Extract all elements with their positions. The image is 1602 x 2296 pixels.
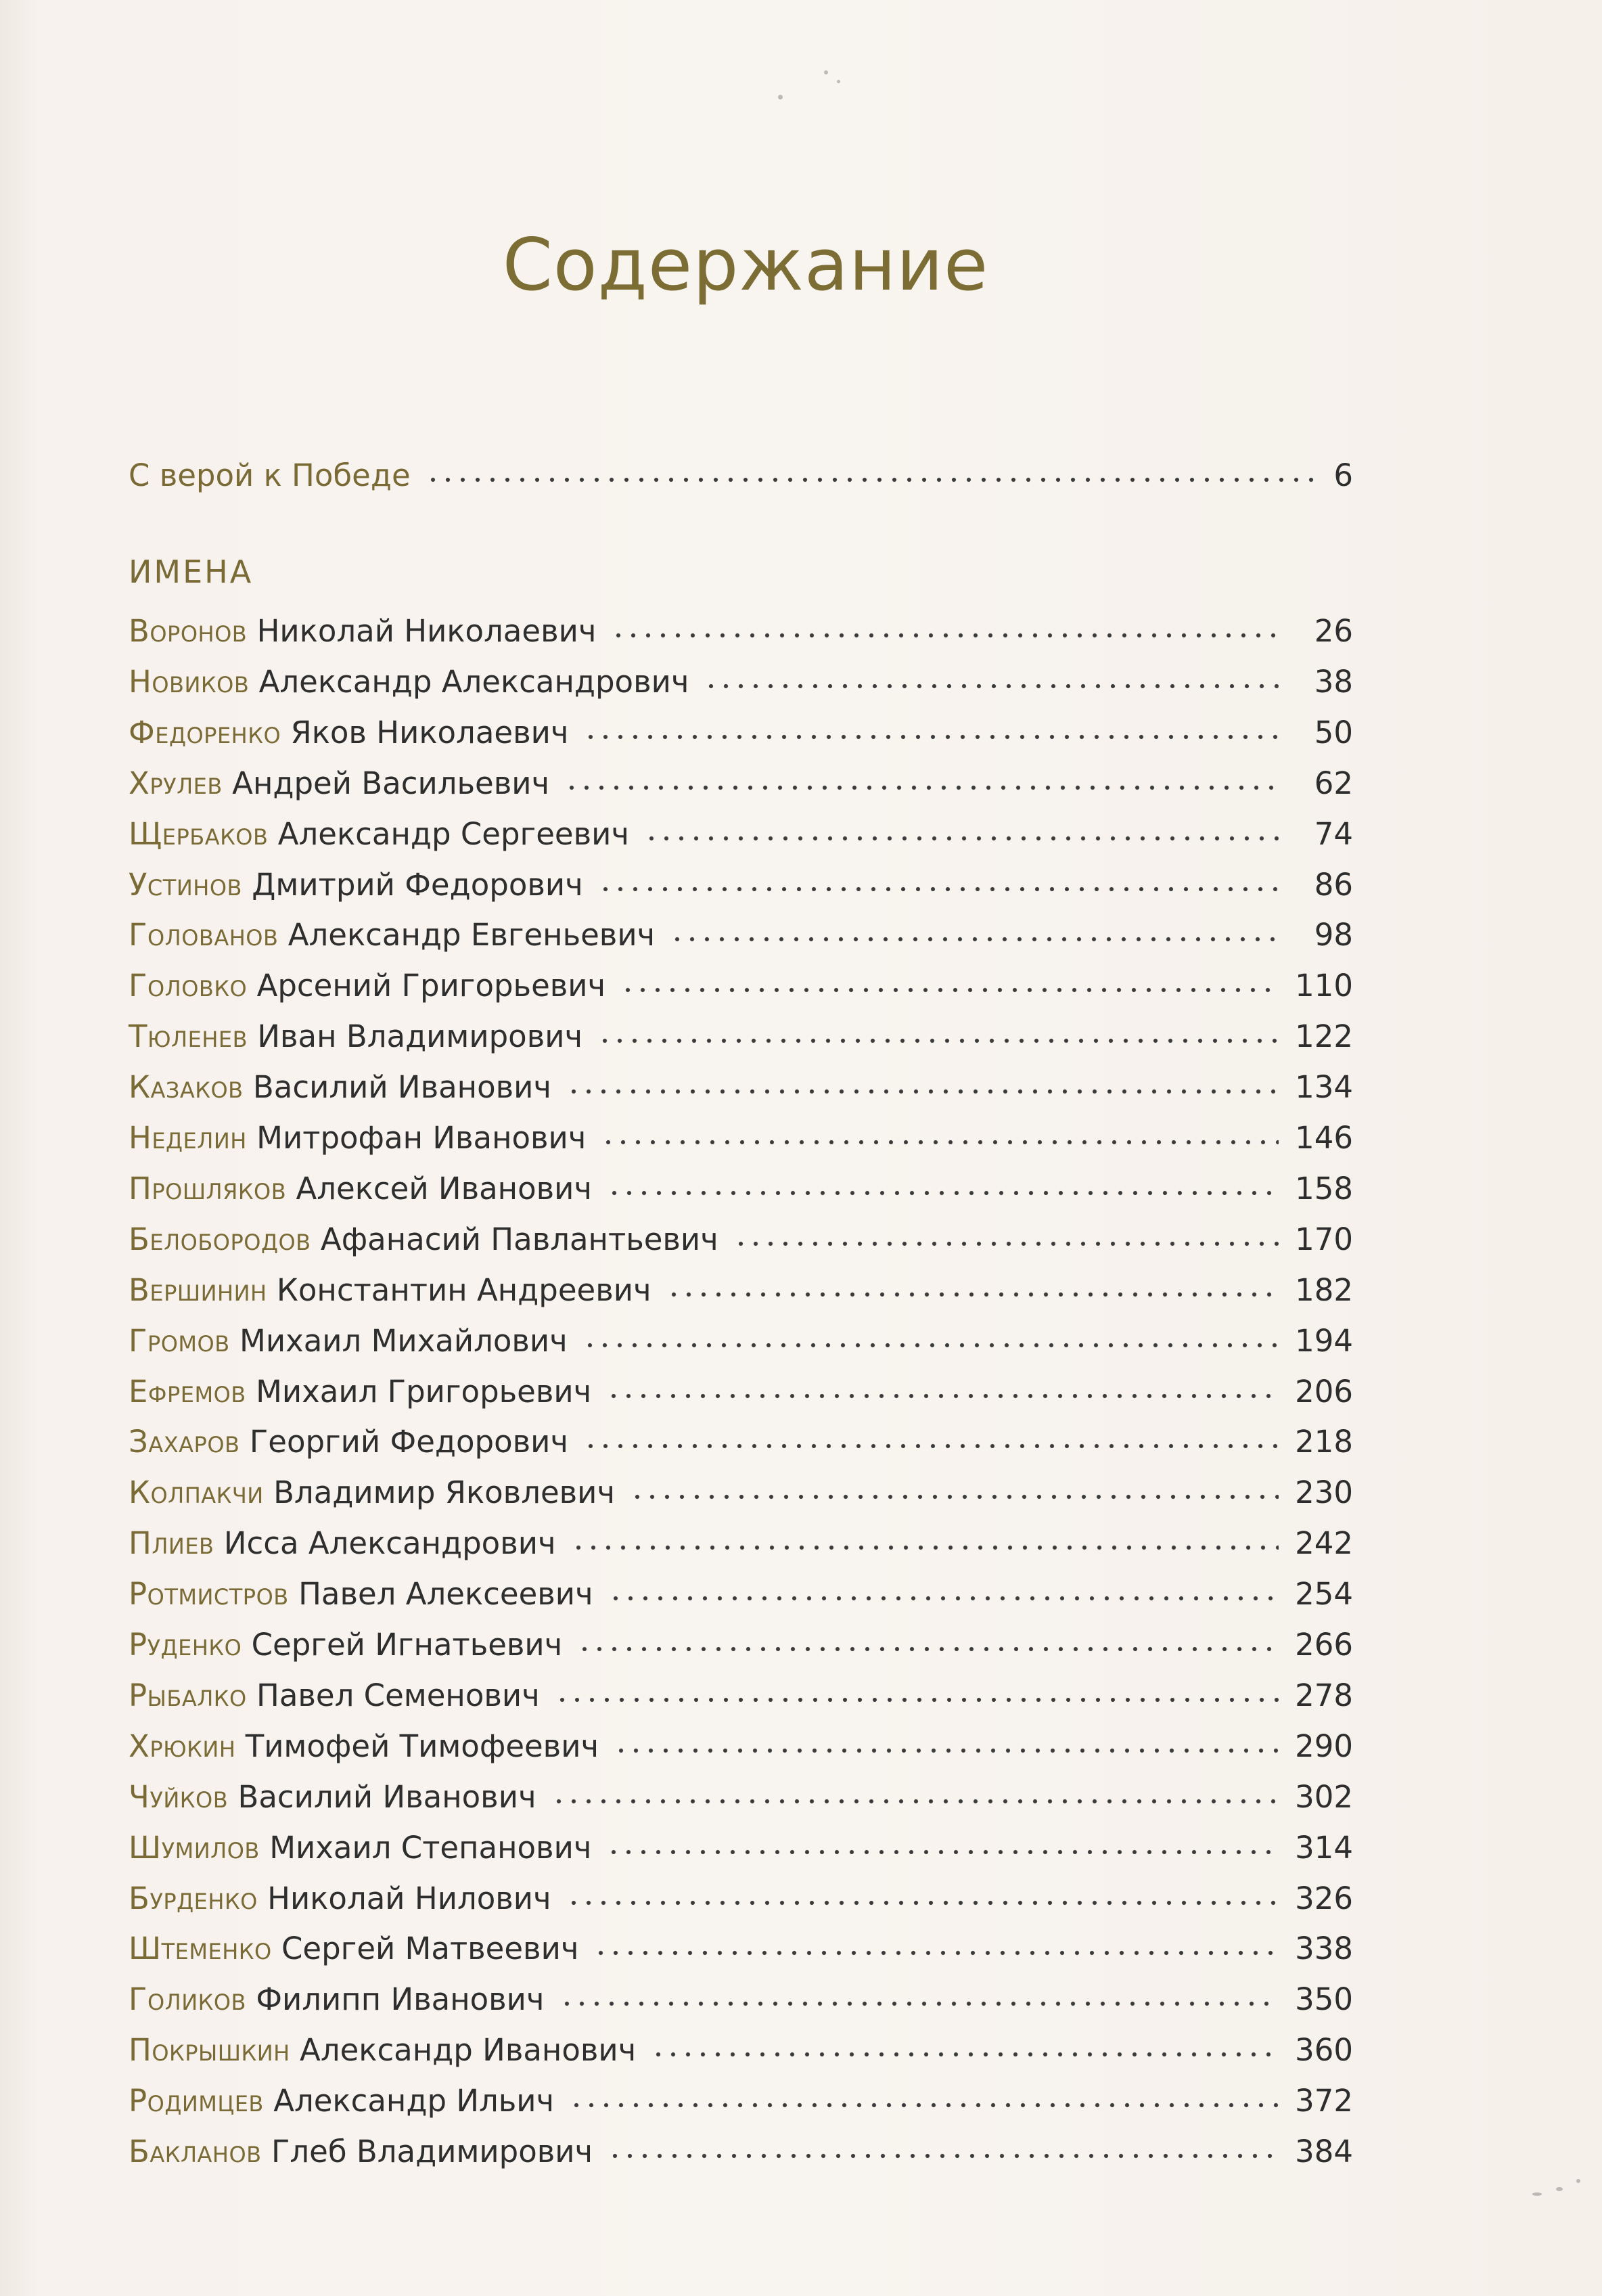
page-title: Содержание [502, 223, 989, 307]
entry-page-number: 50 [1314, 715, 1353, 750]
entry-page-number: 194 [1295, 1323, 1353, 1359]
toc-intro-page: 6 [1333, 457, 1353, 493]
entry-page-number: 278 [1295, 1678, 1353, 1713]
dot-leader [426, 476, 1322, 483]
toc-entry-label [129, 1012, 582, 1062]
dot-leader [564, 784, 1279, 791]
toc-entry-label [129, 1671, 540, 1721]
entry-page-number: 314 [1295, 1830, 1353, 1866]
toc-entry[interactable] [129, 2025, 1353, 2075]
entry-page-number: 218 [1295, 1424, 1353, 1460]
toc-entry[interactable] [129, 1417, 1353, 1467]
entry-page-number: 350 [1295, 1981, 1353, 2017]
entry-page-number: 182 [1295, 1272, 1353, 1308]
dot-leader [583, 734, 1279, 740]
toc-entry[interactable] [129, 1062, 1353, 1112]
dot-leader [608, 1595, 1279, 1602]
entry-given-names: Михаил Григорьевич [256, 1374, 592, 1410]
entry-surname: Руденко [129, 1627, 242, 1663]
dot-leader [608, 2153, 1279, 2159]
toc-entry[interactable] [129, 1012, 1353, 1062]
entry-surname: Голованов [129, 917, 279, 953]
toc-entry[interactable] [129, 809, 1353, 859]
toc-entry[interactable] [129, 1620, 1353, 1670]
toc-entry-label [129, 1569, 593, 1619]
entry-surname: Громов [129, 1323, 230, 1359]
dot-leader [614, 1747, 1279, 1754]
toc-entry-label [129, 860, 583, 910]
toc-entry-label [129, 1874, 551, 1924]
entry-surname: Штеменко [129, 1931, 272, 1966]
toc-entry[interactable] [129, 1874, 1353, 1924]
toc-entry[interactable] [129, 606, 1353, 656]
entry-surname: Новиков [129, 664, 250, 700]
dot-leader [666, 1291, 1279, 1298]
section-heading: ИМЕНА [129, 554, 254, 590]
entry-surname: Родимцев [129, 2083, 264, 2119]
entry-page-number: 158 [1295, 1171, 1353, 1207]
toc-entry-label [129, 1164, 592, 1214]
toc-entry[interactable] [129, 1468, 1353, 1518]
dot-leader [606, 1393, 1279, 1399]
toc-intro-label: С верой к Победе [129, 457, 411, 493]
entry-page-number: 170 [1295, 1221, 1353, 1257]
entry-page-number: 302 [1295, 1779, 1353, 1815]
toc-entry-label [129, 1468, 615, 1518]
dot-leader [566, 1088, 1279, 1095]
dot-leader [597, 1037, 1279, 1044]
entry-given-names: Павел Семенович [256, 1678, 540, 1713]
toc-entry[interactable] [129, 961, 1353, 1011]
entry-page-number: 110 [1295, 968, 1353, 1004]
entry-given-names: Дмитрий Федорович [252, 867, 583, 903]
entry-given-names: Николай Николаевич [256, 613, 597, 649]
dot-leader [559, 2000, 1279, 2007]
toc-entry-label [129, 1367, 591, 1417]
entry-given-names: Василий Иванович [252, 1069, 551, 1105]
entry-surname: Рыбалко [129, 1678, 247, 1713]
entry-page-number: 290 [1295, 1728, 1353, 1764]
paper-speck [837, 80, 840, 83]
entry-surname: Захаров [129, 1424, 240, 1460]
paper-speck [824, 70, 828, 74]
dot-leader [670, 936, 1279, 943]
entry-given-names: Георгий Федорович [249, 1424, 568, 1460]
entry-given-names: Александр Александрович [258, 664, 689, 700]
toc-entry-label [129, 1924, 578, 1974]
entry-page-number: 242 [1295, 1525, 1353, 1561]
dot-leader [598, 886, 1279, 893]
entry-given-names: Исса Александрович [223, 1525, 556, 1561]
toc-intro-entry[interactable] [129, 451, 1353, 501]
entry-given-names: Михаил Михайлович [239, 1323, 568, 1359]
dot-leader [577, 1646, 1279, 1652]
dot-leader [582, 1342, 1279, 1349]
dot-leader [566, 1899, 1279, 1906]
entry-surname: Бакланов [129, 2134, 262, 2169]
entry-page-number: 230 [1295, 1475, 1353, 1510]
toc-entry[interactable] [129, 910, 1353, 960]
entry-given-names: Владимир Яковлевич [273, 1475, 615, 1510]
toc-entry[interactable] [129, 657, 1353, 707]
entry-given-names: Александр Евгеньевич [288, 917, 656, 953]
toc-entry[interactable] [129, 2127, 1353, 2177]
toc-entry-label [129, 708, 568, 758]
entry-page-number: 360 [1295, 2032, 1353, 2068]
entry-page-number: 134 [1295, 1069, 1353, 1105]
entry-page-number: 206 [1295, 1374, 1353, 1410]
toc-entry-label [129, 1265, 651, 1315]
toc-entry-label [129, 2025, 636, 2075]
toc-entry-label [129, 1215, 718, 1265]
entry-surname: Бурденко [129, 1881, 258, 1916]
paper-speck [778, 95, 783, 99]
entry-page-number: 338 [1295, 1931, 1353, 1966]
toc-entry[interactable] [129, 1569, 1353, 1619]
entry-given-names: Тимофей Тимофеевич [245, 1728, 599, 1764]
paper-speck [1576, 2179, 1580, 2183]
entry-given-names: Михаил Степанович [269, 1830, 592, 1866]
entry-given-names: Глеб Владимирович [271, 2134, 593, 2169]
entry-surname: Вершинин [129, 1272, 267, 1308]
toc-entry-label [129, 1823, 591, 1873]
toc-entry[interactable] [129, 2076, 1353, 2126]
entry-surname: Устинов [129, 867, 242, 903]
entry-page-number: 384 [1295, 2134, 1353, 2169]
toc-entry[interactable] [129, 1975, 1353, 2025]
entry-given-names: Иван Владимирович [257, 1018, 583, 1054]
dot-leader [644, 835, 1279, 842]
toc-entry-label [129, 1113, 586, 1163]
toc-entry[interactable] [129, 708, 1353, 758]
toc-entry-label [129, 1772, 536, 1822]
toc-entry[interactable] [129, 1924, 1353, 1974]
entry-given-names: Константин Андреевич [276, 1272, 651, 1308]
toc-entry-label [129, 2127, 593, 2177]
toc-entry[interactable] [129, 1215, 1353, 1265]
toc-entry-label [129, 1975, 545, 2025]
dot-leader [651, 2051, 1279, 2058]
dot-leader [569, 2102, 1279, 2109]
entry-page-number: 146 [1295, 1120, 1353, 1156]
toc-entry[interactable] [129, 1772, 1353, 1822]
dot-leader [733, 1240, 1279, 1247]
entry-surname: Прошляков [129, 1171, 287, 1207]
toc-entry[interactable] [129, 1823, 1353, 1873]
entry-given-names: Александр Ильич [273, 2083, 555, 2119]
toc-entry[interactable] [129, 1113, 1353, 1163]
toc-entry-label [129, 1518, 556, 1569]
dot-leader [555, 1696, 1279, 1703]
entry-page-number: 372 [1295, 2083, 1353, 2119]
entry-surname: Неделин [129, 1120, 247, 1156]
entry-surname: Казаков [129, 1069, 244, 1105]
entry-given-names: Афанасий Павлантьевич [320, 1221, 718, 1257]
toc-entry-label [129, 1721, 599, 1772]
toc-entry-label [129, 606, 596, 656]
entry-page-number: 26 [1314, 613, 1353, 649]
entry-given-names: Павел Алексеевич [298, 1576, 593, 1612]
entry-page-number: 266 [1295, 1627, 1353, 1663]
entry-page-number: 122 [1295, 1018, 1353, 1054]
entry-page-number: 98 [1314, 917, 1353, 953]
entry-page-number: 254 [1295, 1576, 1353, 1612]
entry-given-names: Александр Иванович [300, 2032, 637, 2068]
toc-entry[interactable] [129, 1367, 1353, 1417]
toc-entry-label [129, 809, 629, 859]
entry-given-names: Сергей Игнатьевич [251, 1627, 563, 1663]
dot-leader [607, 1190, 1279, 1196]
entry-given-names: Филипп Иванович [256, 1981, 545, 2017]
toc-entry[interactable] [129, 860, 1353, 910]
dot-leader [593, 1950, 1279, 1956]
entry-surname: Чуйков [129, 1779, 229, 1815]
toc-entry-label [129, 1316, 568, 1366]
entry-surname: Ротмистров [129, 1576, 289, 1612]
entry-surname: Белобородов [129, 1221, 311, 1257]
dot-leader [601, 1139, 1279, 1146]
dot-leader [551, 1798, 1279, 1805]
toc-entry-label [129, 657, 689, 707]
entry-page-number: 74 [1314, 816, 1353, 852]
entry-surname: Хрюкин [129, 1728, 236, 1764]
entry-given-names: Алексей Иванович [296, 1171, 592, 1207]
entry-surname: Федоренко [129, 715, 281, 750]
entry-page-number: 86 [1314, 867, 1353, 903]
entry-given-names: Арсений Григорьевич [256, 968, 606, 1004]
entry-surname: Хрулев [129, 765, 223, 801]
entry-surname: Голиков [129, 1981, 246, 2017]
entry-surname: Шумилов [129, 1830, 260, 1866]
dot-leader [620, 987, 1279, 993]
toc-entry[interactable] [129, 759, 1353, 809]
entry-given-names: Николай Нилович [267, 1881, 551, 1916]
entry-page-number: 62 [1314, 765, 1353, 801]
entry-given-names: Сергей Матвеевич [281, 1931, 579, 1966]
entry-surname: Щербаков [129, 816, 269, 852]
toc-entry[interactable] [129, 1265, 1353, 1315]
toc-entry-label [129, 1417, 568, 1467]
toc-entry-label [129, 910, 655, 960]
toc-entry-label [129, 759, 549, 809]
entry-surname: Ефремов [129, 1374, 246, 1410]
entry-page-number: 38 [1314, 664, 1353, 700]
entry-surname: Головко [129, 968, 248, 1004]
entry-given-names: Яков Николаевич [290, 715, 569, 750]
dot-leader [606, 1849, 1279, 1855]
entry-surname: Плиев [129, 1525, 214, 1561]
entry-given-names: Андрей Васильевич [232, 765, 550, 801]
toc-entry-label [129, 2076, 554, 2126]
entry-surname: Колпакчи [129, 1475, 264, 1510]
paper-speck [1532, 2192, 1542, 2196]
entry-given-names: Василий Иванович [237, 1779, 536, 1815]
toc-entry[interactable] [129, 1316, 1353, 1366]
toc-entry[interactable] [129, 1721, 1353, 1772]
entry-surname: Воронов [129, 613, 248, 649]
dot-leader [630, 1493, 1279, 1500]
dot-leader [571, 1544, 1279, 1551]
dot-leader [583, 1443, 1279, 1449]
entry-given-names: Александр Сергеевич [277, 816, 629, 852]
toc-entry[interactable] [129, 1671, 1353, 1721]
toc-entry-label [129, 1062, 551, 1112]
entry-page-number: 326 [1295, 1881, 1353, 1916]
toc-entry-label [129, 1620, 562, 1670]
toc-entry[interactable] [129, 1518, 1353, 1569]
toc-entry-label [129, 961, 605, 1011]
entry-surname: Тюленев [129, 1018, 248, 1054]
entry-surname: Покрышкин [129, 2032, 290, 2068]
toc-entry[interactable] [129, 1164, 1353, 1214]
entry-given-names: Митрофан Иванович [256, 1120, 587, 1156]
dot-leader [611, 632, 1279, 639]
dot-leader [704, 683, 1279, 690]
paper-speck [1556, 2187, 1563, 2191]
